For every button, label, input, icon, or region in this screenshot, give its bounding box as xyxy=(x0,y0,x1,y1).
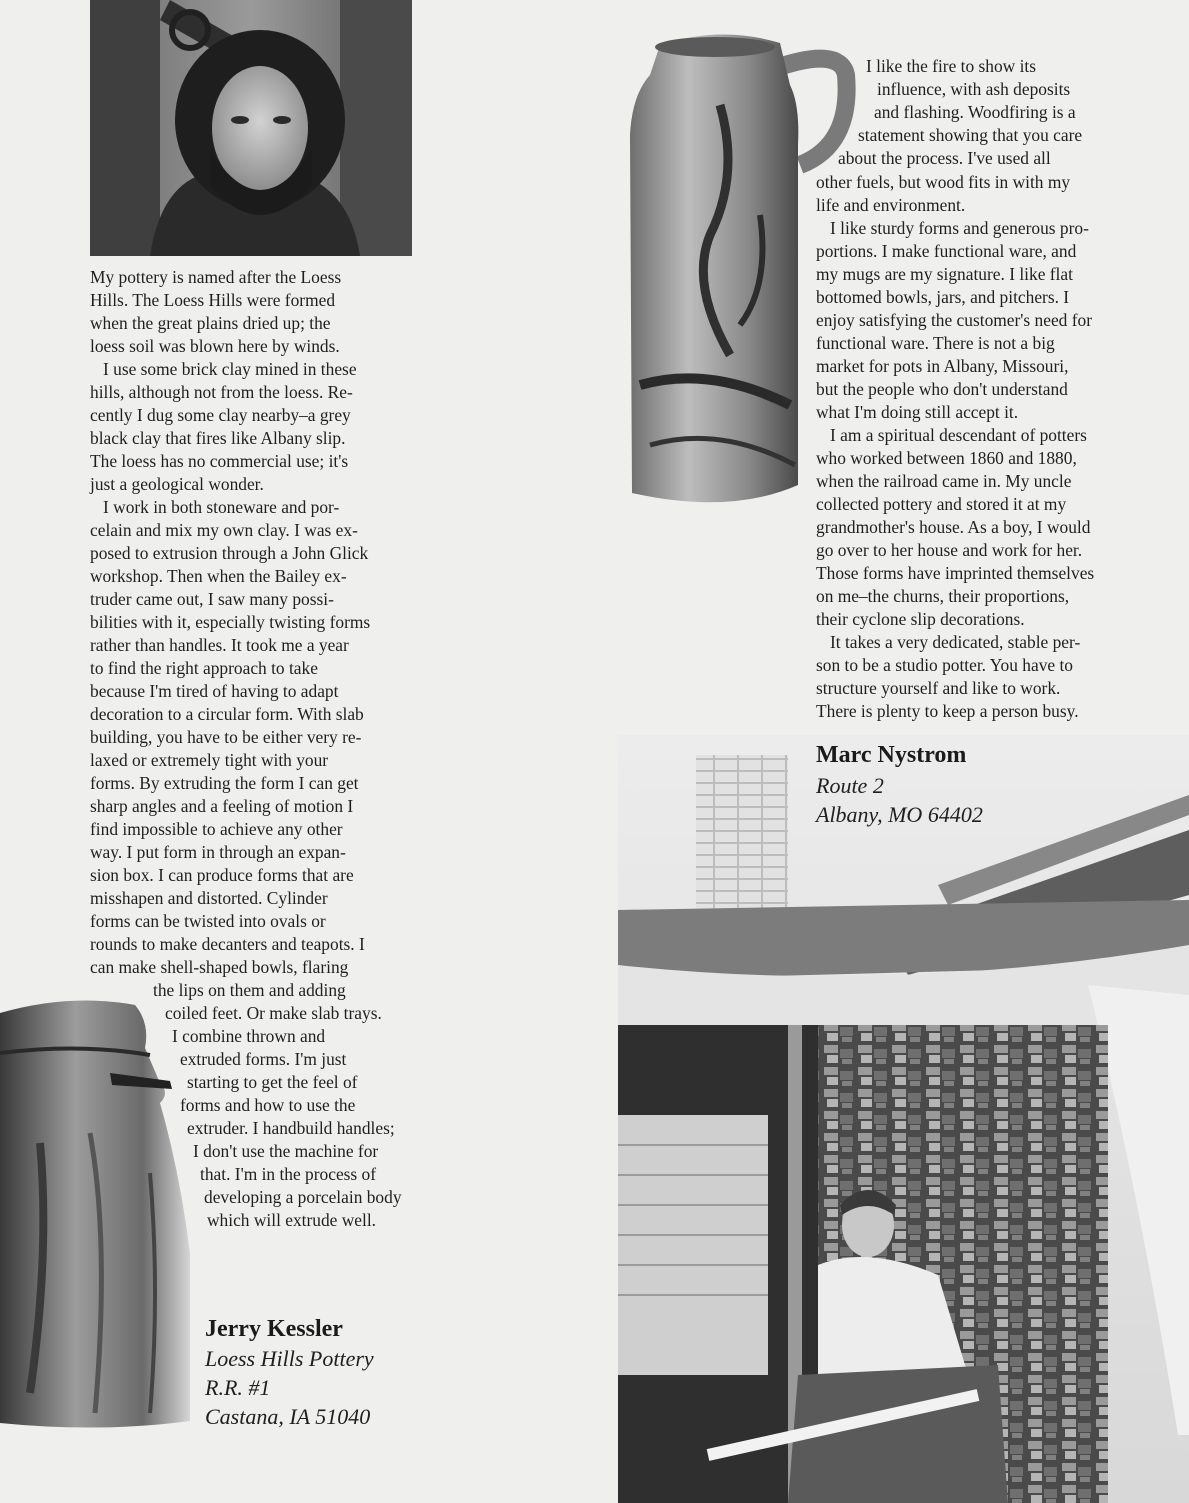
right-text-line: what I'm doing still accept it. xyxy=(816,402,1019,422)
right-text-line: go over to her house and work for her. xyxy=(816,540,1083,560)
right-text-line: Those forms have imprinted themselves xyxy=(816,563,1095,583)
left-text-line: that. I'm in the process of xyxy=(200,1164,377,1184)
right-text-line: I am a spiritual descendant of potters xyxy=(830,425,1087,445)
right-text-line: I like sturdy forms and generous pro- xyxy=(830,218,1089,238)
left-text-line: when the great plains dried up; the xyxy=(90,313,331,333)
right-text-line: their cyclone slip decorations. xyxy=(816,609,1025,629)
left-text-line: truder came out, I saw many possi- xyxy=(90,589,334,609)
right-text-line: other fuels, but wood fits in with my xyxy=(816,172,1071,192)
left-text-line: to find the right approach to take xyxy=(90,658,318,678)
left-text-line: sion box. I can produce forms that are xyxy=(90,865,354,885)
left-text-line: I work in both stoneware and por- xyxy=(103,497,340,517)
artist-address-line: Route 2 xyxy=(816,773,884,798)
left-text-line: extruded forms. I'm just xyxy=(180,1049,347,1069)
left-text-line: decoration to a circular form. With slab xyxy=(90,704,364,724)
left-text-line: misshapen and distorted. Cylinder xyxy=(90,888,328,908)
left-text-line: forms and how to use the xyxy=(180,1095,356,1115)
left-text-line: just a geological wonder. xyxy=(90,474,264,494)
left-text-line: starting to get the feel of xyxy=(187,1072,358,1092)
right-text-line: structure yourself and like to work. xyxy=(816,678,1061,698)
stoneware-churn-photo xyxy=(0,993,195,1430)
right-text-line: when the railroad came in. My uncle xyxy=(816,471,1072,491)
left-text-line: which will extrude well. xyxy=(207,1210,377,1230)
left-text-line: hills, although not from the loess. Re- xyxy=(90,382,353,402)
artist-name: Marc Nystrom xyxy=(816,742,967,768)
left-text-line: rather than handles. It took me a year xyxy=(90,635,349,655)
left-text-line: celain and mix my own clay. I was ex- xyxy=(90,520,358,540)
left-text-line: Hills. The Loess Hills were formed xyxy=(90,290,336,310)
right-text-line: about the process. I've used all xyxy=(838,148,1051,168)
artist-address-line: R.R. #1 xyxy=(205,1375,271,1400)
right-text-line: influence, with ash deposits xyxy=(877,79,1071,99)
right-text-line: There is plenty to keep a person busy. xyxy=(816,701,1079,721)
right-text-line: son to be a studio potter. You have to xyxy=(816,655,1073,675)
left-text-line: sharp angles and a feeling of motion I xyxy=(90,796,354,816)
right-text-line: enjoy satisfying the customer's need for xyxy=(816,310,1092,330)
left-text-line: laxed or extremely tight with your xyxy=(90,750,329,770)
left-text-line: way. I put form in through an expan- xyxy=(90,842,346,862)
left-text-line: black clay that fires like Albany slip. xyxy=(90,428,346,448)
left-text-line: loess soil was blown here by winds. xyxy=(90,336,340,356)
right-text-line: I like the fire to show its xyxy=(866,56,1037,76)
right-text-line: but the people who don't understand xyxy=(816,379,1068,399)
left-text-line: can make shell-shaped bowls, flaring xyxy=(90,957,349,977)
left-text-line: I don't use the machine for xyxy=(193,1141,379,1161)
left-text-line: bilities with it, especially twisting forms xyxy=(90,612,371,632)
right-text-line: on me–the churns, their proportions, xyxy=(816,586,1070,606)
left-text-line: the lips on them and adding xyxy=(153,980,346,1000)
left-text-line: My pottery is named after the Loess xyxy=(90,267,342,287)
artist-name: Jerry Kessler xyxy=(205,1316,343,1342)
marc-nystrom-woodpile-photo xyxy=(618,735,1189,1503)
left-text-line: forms can be twisted into ovals or xyxy=(90,911,326,931)
left-text-line: building, you have to be either very re- xyxy=(90,727,362,747)
artist-address-line: Castana, IA 51040 xyxy=(205,1404,371,1429)
left-text-line: workshop. Then when the Bailey ex- xyxy=(90,566,347,586)
right-text-line: grandmother's house. As a boy, I would xyxy=(816,517,1091,537)
artist-address-line: Albany, MO 64402 xyxy=(816,802,983,827)
right-text-line: functional ware. There is not a big xyxy=(816,333,1055,353)
left-text-line: coiled feet. Or make slab trays. xyxy=(165,1003,382,1023)
left-text-line: posed to extrusion through a John Glick xyxy=(90,543,369,563)
left-text-line: forms. By extruding the form I can get xyxy=(90,773,359,793)
right-text-line: collected pottery and stored it at my xyxy=(816,494,1067,514)
right-text-line: statement showing that you care xyxy=(858,125,1083,145)
left-text-line: cently I dug some clay nearby–a grey xyxy=(90,405,351,425)
left-text-line: The loess has no commercial use; it's xyxy=(90,451,349,471)
left-text-line: find impossible to achieve any other xyxy=(90,819,343,839)
left-text-line: I use some brick clay mined in these xyxy=(103,359,357,379)
right-text-line: bottomed bowls, jars, and pitchers. I xyxy=(816,287,1070,307)
left-text-line: developing a porcelain body xyxy=(204,1187,402,1207)
right-text-line: who worked between 1860 and 1880, xyxy=(816,448,1077,468)
left-text-line: because I'm tired of having to adapt xyxy=(90,681,339,701)
portrait-photo-jerry-kessler xyxy=(90,0,412,256)
right-text-line: and flashing. Woodfiring is a xyxy=(874,102,1076,122)
right-text-line: portions. I make functional ware, and xyxy=(816,241,1077,261)
left-text-line: I combine thrown and xyxy=(172,1026,326,1046)
right-text-line: my mugs are my signature. I like flat xyxy=(816,264,1073,284)
artist-address-line: Loess Hills Pottery xyxy=(205,1346,374,1371)
left-text-line: rounds to make decanters and teapots. I xyxy=(90,934,365,954)
left-text-line: extruder. I handbuild handles; xyxy=(187,1118,395,1138)
right-text-line: market for pots in Albany, Missouri, xyxy=(816,356,1069,376)
right-text-line: life and environment. xyxy=(816,195,966,215)
right-text-line: It takes a very dedicated, stable per- xyxy=(830,632,1081,652)
